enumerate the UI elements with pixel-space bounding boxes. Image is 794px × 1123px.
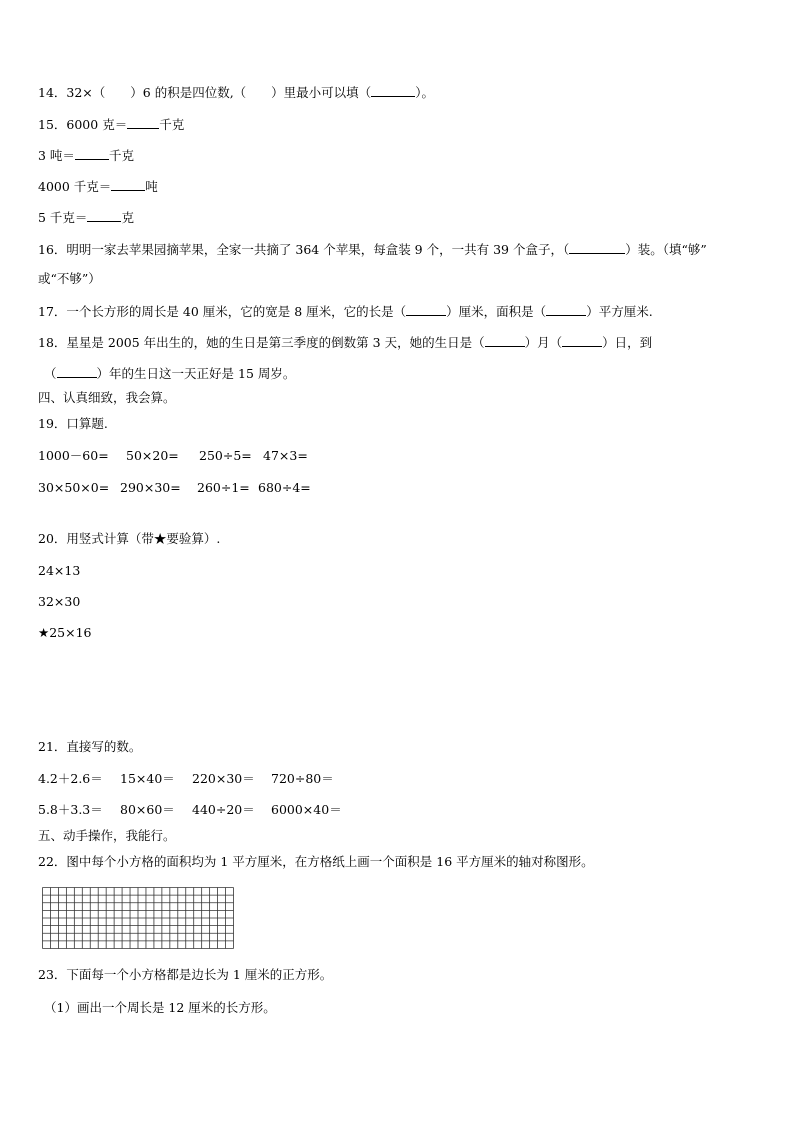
calc-item: 680÷4=	[258, 480, 311, 495]
q17-text-end: ）平方厘米.	[586, 304, 653, 319]
question-23-sub1: （1）画出一个周长是 12 厘米的长方形。	[44, 1000, 276, 1015]
question-15d	[38, 209, 134, 226]
q15c-right: 吨	[145, 179, 158, 194]
calc-item: 6000×40＝	[271, 802, 342, 817]
calc-item: 80×60＝	[120, 802, 175, 817]
section-5-heading: 五、动手操作，我能行。	[38, 828, 176, 843]
calc-item: 720÷80＝	[271, 771, 334, 786]
answer-blank[interactable]	[562, 334, 602, 347]
question-19-title: 19．口算题.	[38, 416, 108, 431]
section-4-heading: 四、认真细致，我会算。	[38, 390, 176, 405]
calc-item: 30×50×0=	[38, 480, 110, 495]
calc-item: 260÷1=	[197, 480, 250, 495]
calc-item: 5.8＋3.3＝	[38, 802, 103, 817]
q17-text: 17．一个长方形的周长是 40 厘米，它的宽是 8 厘米，它的长是（	[38, 304, 407, 319]
question-16-line2: 或“不够”）	[38, 271, 101, 286]
question-15b	[38, 147, 134, 164]
calc-item: 47×3=	[263, 448, 308, 463]
q18-l2-open: （	[44, 366, 57, 381]
q20-item: 32×30	[38, 594, 81, 609]
q21-row-2	[38, 802, 342, 818]
calc-item: 15×40＝	[120, 771, 175, 786]
q21-row-1	[38, 771, 334, 787]
answer-blank[interactable]	[371, 84, 415, 97]
question-21-title: 21．直接写的数。	[38, 739, 142, 754]
question-20-title: 20．用竖式计算（带★要验算）.	[38, 531, 221, 546]
q18-text-end: ）日，到	[602, 335, 653, 350]
calc-item: 290×30=	[120, 480, 181, 495]
answer-blank[interactable]	[75, 147, 109, 160]
question-15a	[38, 116, 184, 133]
calc-item: 50×20=	[126, 448, 179, 463]
square-grid[interactable]	[42, 887, 234, 949]
q20-item: 24×13	[38, 563, 81, 578]
question-22-title: 22．图中每个小方格的面积均为 1 平方厘米，在方格纸上画一个面积是 16 平方厘米的轴对称图形。	[38, 854, 594, 869]
q15d-left: 5 千克＝	[38, 210, 88, 225]
calc-item: 440÷20＝	[192, 802, 255, 817]
calc-item: 1000－60=	[38, 448, 109, 463]
answer-blank[interactable]	[406, 303, 446, 316]
q18-l2-text: ）年的生日这一天正好是 15 周岁。	[96, 366, 296, 381]
question-18	[38, 334, 652, 351]
q18-text: 18．星星是 2005 年出生的，她的生日是第三季度的倒数第 3 天，她的生日是（	[38, 335, 485, 350]
q17-text-mid: ）厘米，面积是（	[446, 304, 547, 319]
calc-item: 220×30＝	[192, 771, 255, 786]
q16-text-end: ）装。（填“够”	[625, 242, 707, 257]
calc-item: 250÷5=	[199, 448, 252, 463]
q14-text-end: ）。	[415, 85, 434, 100]
question-16	[38, 241, 707, 258]
answer-blank[interactable]	[485, 334, 525, 347]
q15a-right: 千克	[159, 117, 185, 132]
q14-text: 14．32×（ ）6 的积是四位数,（ ）里最小可以填（	[38, 85, 372, 100]
answer-blank[interactable]	[546, 303, 586, 316]
q15b-right: 千克	[108, 148, 134, 163]
q18-text-mid: ）月（	[524, 335, 563, 350]
calc-item: 4.2＋2.6＝	[38, 771, 103, 786]
question-18-line2	[44, 365, 295, 382]
question-15c	[38, 178, 158, 195]
q15a-left: 15．6000 克＝	[38, 117, 128, 132]
q16-text: 16．明明一家去苹果园摘苹果，全家一共摘了 364 个苹果，每盒装 9 个，一共有 39 个盒子，（	[38, 242, 570, 257]
q19-row-1	[38, 448, 308, 464]
answer-blank[interactable]	[569, 241, 625, 254]
q15c-left: 4000 千克＝	[38, 179, 112, 194]
answer-blank[interactable]	[57, 365, 97, 378]
answer-blank[interactable]	[111, 178, 145, 191]
question-17	[38, 303, 653, 320]
question-14	[38, 84, 434, 101]
question-23-title: 23．下面每一个小方格都是边长为 1 厘米的正方形。	[38, 967, 333, 982]
answer-blank[interactable]	[127, 116, 159, 129]
answer-blank[interactable]	[87, 209, 121, 222]
q19-row-2	[38, 480, 311, 496]
q15b-left: 3 吨＝	[38, 148, 75, 163]
q15d-right: 克	[121, 210, 134, 225]
q20-item: ★25×16	[38, 625, 92, 640]
